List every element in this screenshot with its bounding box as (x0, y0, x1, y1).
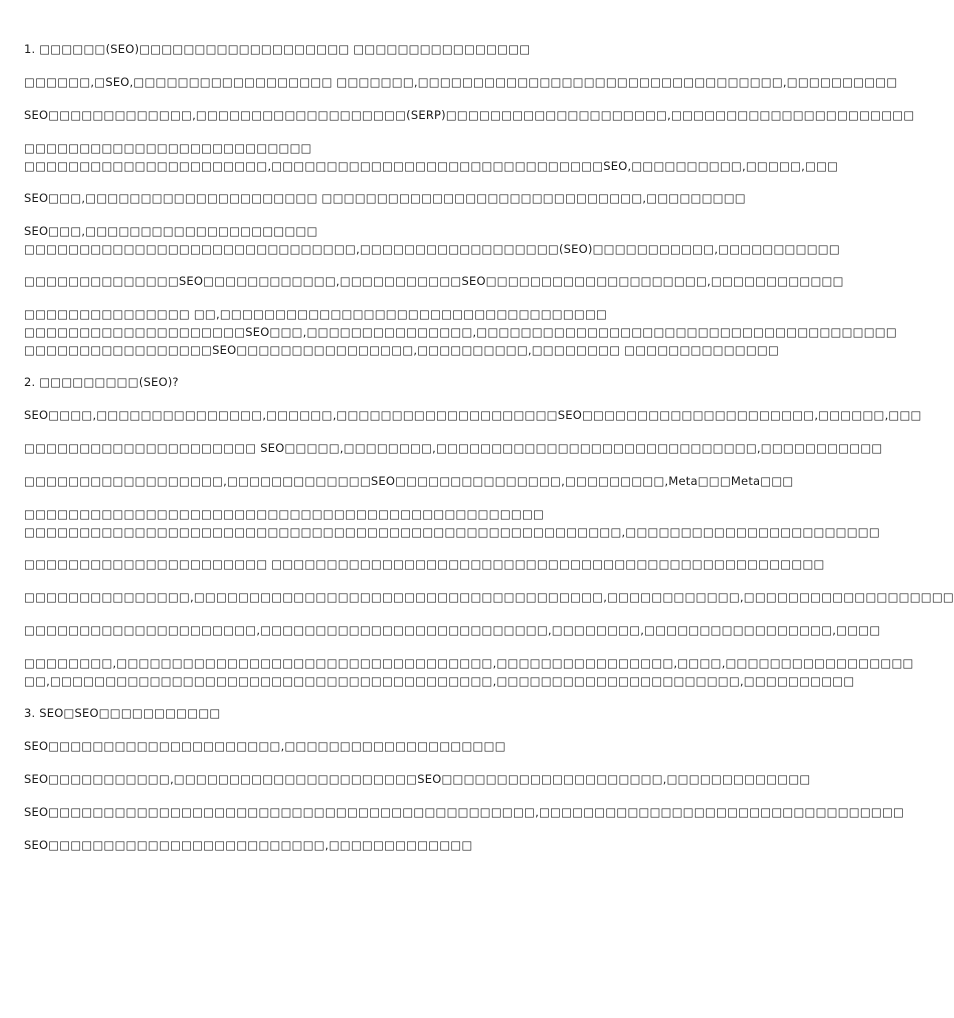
paragraph (24, 106, 915, 125)
text-line: SEO□□□□□□□□□□□□□,□□□□□□□□□□□□□□□□□□□(SERP)□□□□□□□□□□□□□□□□□□□□,□□□□□□□□□□□□□□□□□□□□□□ (24, 108, 915, 122)
paragraph (24, 406, 922, 425)
paragraph (24, 472, 794, 491)
text-line: □□□□□□□□□□□□□□□ □□,□□□□□□□□□□□□□□□□□□□□□□□□□□□□□□□□□□□ (24, 307, 608, 321)
text-line: 2. □□□□□□□□□(SEO)? (24, 375, 179, 389)
text-line: □□□□□□□□□□□□□□□□□□□□□□□□□□□□□□□□□□□□□□□□□□□□□□□□□□□□□□,□□□□□□□□□□□□□□□□□□□□□□□ (24, 525, 880, 539)
paragraph (24, 373, 696, 392)
paragraph (24, 222, 840, 258)
paragraph (24, 40, 696, 59)
text-line: SEO□□□□□□□□□□□□□□□□□□□□□□□□□□□□□□□□□□□□□□□□□□□□,□□□□□□□□□□□□□□□□□□□□□□□□□□□□□□□□□ (24, 805, 905, 819)
text-line: □□□□□□□□□□□□□□□□□□□□SEO□□□,□□□□□□□□□□□□□□□,□□□□□□□□□□□□□□□□□□□□□□□□□□□□□□□□□□□□□□ (24, 325, 897, 339)
document-page (24, 40, 954, 869)
text-line: SEO□□□,□□□□□□□□□□□□□□□□□□□□□ (24, 224, 318, 238)
text-line: SEO□□□□□□□□□□□□□□□□□□□□□,□□□□□□□□□□□□□□□□□□□□ (24, 739, 506, 753)
text-line: □□□□□□□□□□□□□□□□□□□□□□□□□□ (24, 141, 312, 155)
paragraph (24, 189, 746, 208)
text-line: 1. □□□□□□(SEO)□□□□□□□□□□□□□□□□□□□ □□□□□□□□□□□□□□□□ (24, 42, 531, 56)
text-line: □□□□□□□□□□□□□□□□□□□□□ SEO□□□□□,□□□□□□□□,□□□□□□□□□□□□□□□□□□□□□□□□□□□□□,□□□□□□□□□□□ (24, 441, 883, 455)
text-line: □□□□□□□□□□□□□□SEO□□□□□□□□□□□□,□□□□□□□□□□□SEO□□□□□□□□□□□□□□□□□□□□,□□□□□□□□□□□□ (24, 274, 844, 288)
text-line: □□□□□□□□□□□□□□□,□□□□□□□□□□□□□□□□□□□□□□□□□□□□□□□□□□□□□,□□□□□□□□□□□□,□□□□□□□□□□□□□□□□□□□ (24, 590, 954, 604)
paragraph (24, 621, 881, 640)
paragraph (24, 272, 844, 291)
text-line: SEO□□□□□□□□□□□,□□□□□□□□□□□□□□□□□□□□□□SEO□□□□□□□□□□□□□□□□□□□□,□□□□□□□□□□□□□ (24, 772, 811, 786)
paragraph (24, 139, 839, 175)
text-line: □□□□□□,□SEO,□□□□□□□□□□□□□□□□□□ □□□□□□□,□□□□□□□□□□□□□□□□□□□□□□□□□□□□□□□□□,□□□□□□□□□□ (24, 75, 898, 89)
text-line: □□□□□□□□□□□□□□□□□SEO□□□□□□□□□□□□□□□□,□□□□□□□□□□,□□□□□□□□ □□□□□□□□□□□□□□ (24, 343, 780, 357)
paragraph (24, 737, 696, 756)
paragraph (24, 770, 811, 789)
paragraph (24, 588, 954, 607)
paragraph (24, 439, 883, 458)
paragraph (24, 555, 825, 574)
paragraph (24, 704, 696, 723)
text-line: □□□□□□□□□□□□□□□□□□□□□□,□□□□□□□□□□□□□□□□□□□□□□□□□□□□□□SEO,□□□□□□□□□□,□□□□□,□□□ (24, 159, 839, 173)
text-line: □□□□□□□□,□□□□□□□□□□□□□□□□□□□□□□□□□□□□□□□□□□,□□□□□□□□□□□□□□□□,□□□□,□□□□□□□□□□□□□□□□□ (24, 656, 914, 670)
paragraph (24, 836, 696, 855)
text-line: SEO□□□□,□□□□□□□□□□□□□□□,□□□□□□,□□□□□□□□□□□□□□□□□□□□SEO□□□□□□□□□□□□□□□□□□□□□,□□□□□□,□□□ (24, 408, 922, 422)
text-line: □□,□□□□□□□□□□□□□□□□□□□□□□□□□□□□□□□□□□□□□□□□,□□□□□□□□□□□□□□□□□□□□□□,□□□□□□□□□□ (24, 674, 855, 688)
text-line: □□□□□□□□□□□□□□□□□□□□□□□□□□□□□□□□□□□□□□□□□□□□□□□ (24, 507, 545, 521)
text-line: □□□□□□□□□□□□□□□□□□□□□□□□□□□□□□,□□□□□□□□□□□□□□□□□□(SEO)□□□□□□□□□□□,□□□□□□□□□□□ (24, 242, 840, 256)
paragraph (24, 654, 914, 690)
paragraph (24, 305, 897, 359)
text-line: 3. SEO□SEO□□□□□□□□□□□ (24, 706, 221, 720)
text-line: □□□□□□□□□□□□□□□□□□,□□□□□□□□□□□□□SEO□□□□□□□□□□□□□□□,□□□□□□□□□,Meta□□□Meta□□□ (24, 474, 794, 488)
text-line: SEO□□□,□□□□□□□□□□□□□□□□□□□□□ □□□□□□□□□□□□□□□□□□□□□□□□□□□□□,□□□□□□□□□ (24, 191, 746, 205)
paragraph (24, 505, 880, 541)
text-line: SEO□□□□□□□□□□□□□□□□□□□□□□□□□,□□□□□□□□□□□□□ (24, 838, 473, 852)
paragraph (24, 73, 898, 92)
text-line: □□□□□□□□□□□□□□□□□□□□□,□□□□□□□□□□□□□□□□□□□□□□□□□□,□□□□□□□□,□□□□□□□□□□□□□□□□□,□□□□ (24, 623, 881, 637)
paragraph (24, 803, 905, 822)
text-line: □□□□□□□□□□□□□□□□□□□□□□ □□□□□□□□□□□□□□□□□□□□□□□□□□□□□□□□□□□□□□□□□□□□□□□□□□ (24, 557, 825, 571)
